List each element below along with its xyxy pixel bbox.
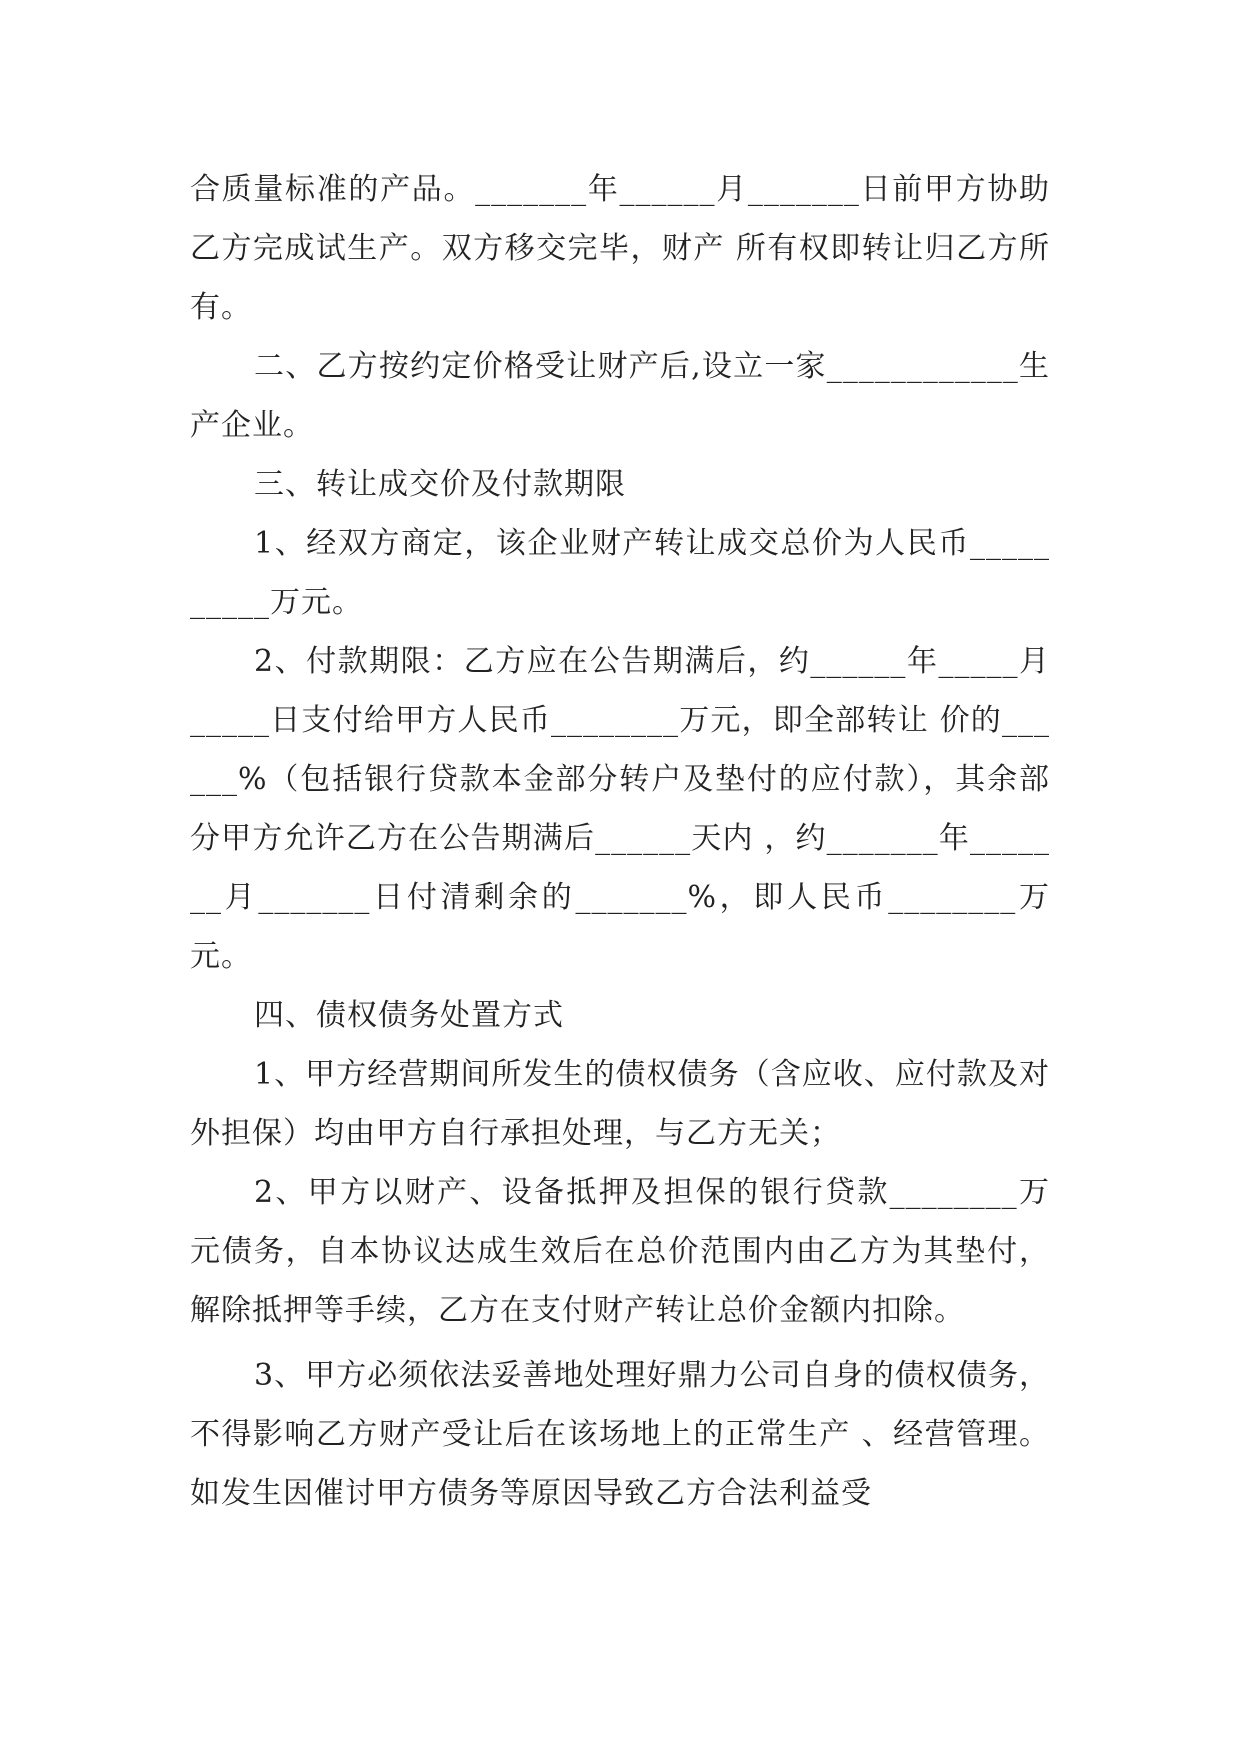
paragraph-4-3: 3、甲方必须依法妥善地处理好鼎力公司自身的债权债务，不得影响乙方财产受让后在该场地上的正常生产 、经营管理。如发生因催讨甲方债务等原因导致乙方合法利益受 [190, 1358, 1050, 1511]
section-heading-three: 三、转让成交价及付款期限 [254, 467, 626, 502]
paragraph-clause-two: 二、乙方按约定价格受让财产后,设立一家____________生产企业。 [190, 349, 1050, 443]
paragraph-3-1: 1、经双方商定，该企业财产转让成交总价为人民币__________万元。 [190, 526, 1050, 620]
document-body [190, 160, 1050, 1523]
paragraph-continuation: 合质量标准的产品。_______年______月_______日前甲方协助乙方完成试生产。双方移交完毕，财产 所有权即转让归乙方所有。 [190, 172, 1050, 325]
paragraph-4-1: 1、甲方经营期间所发生的债权债务（含应收、应付款及对外担保）均由甲方自行承担处理，与乙方无关； [190, 1057, 1050, 1151]
paragraph-4-2: 2、甲方以财产、设备抵押及担保的银行贷款________万元债务，自本协议达成生效后在总价范围内由乙方为其垫付，解除抵押等手续，乙方在支付财产转让总价金额内扣除。 [190, 1175, 1050, 1328]
paragraph-3-2: 2、付款期限：乙方应在公告期满后，约______年_____月_____日支付给甲方人民币________万元，即全部转让 价的______%（包括银行贷款本金部分转户及垫付的应付款），其余部分甲方允许乙方在公告期满后______天内 ，约_______年_______月_______日付清剩余的_______%，即人民币________万元。 [190, 644, 1050, 974]
section-heading-four: 四、债权债务处置方式 [254, 998, 564, 1033]
